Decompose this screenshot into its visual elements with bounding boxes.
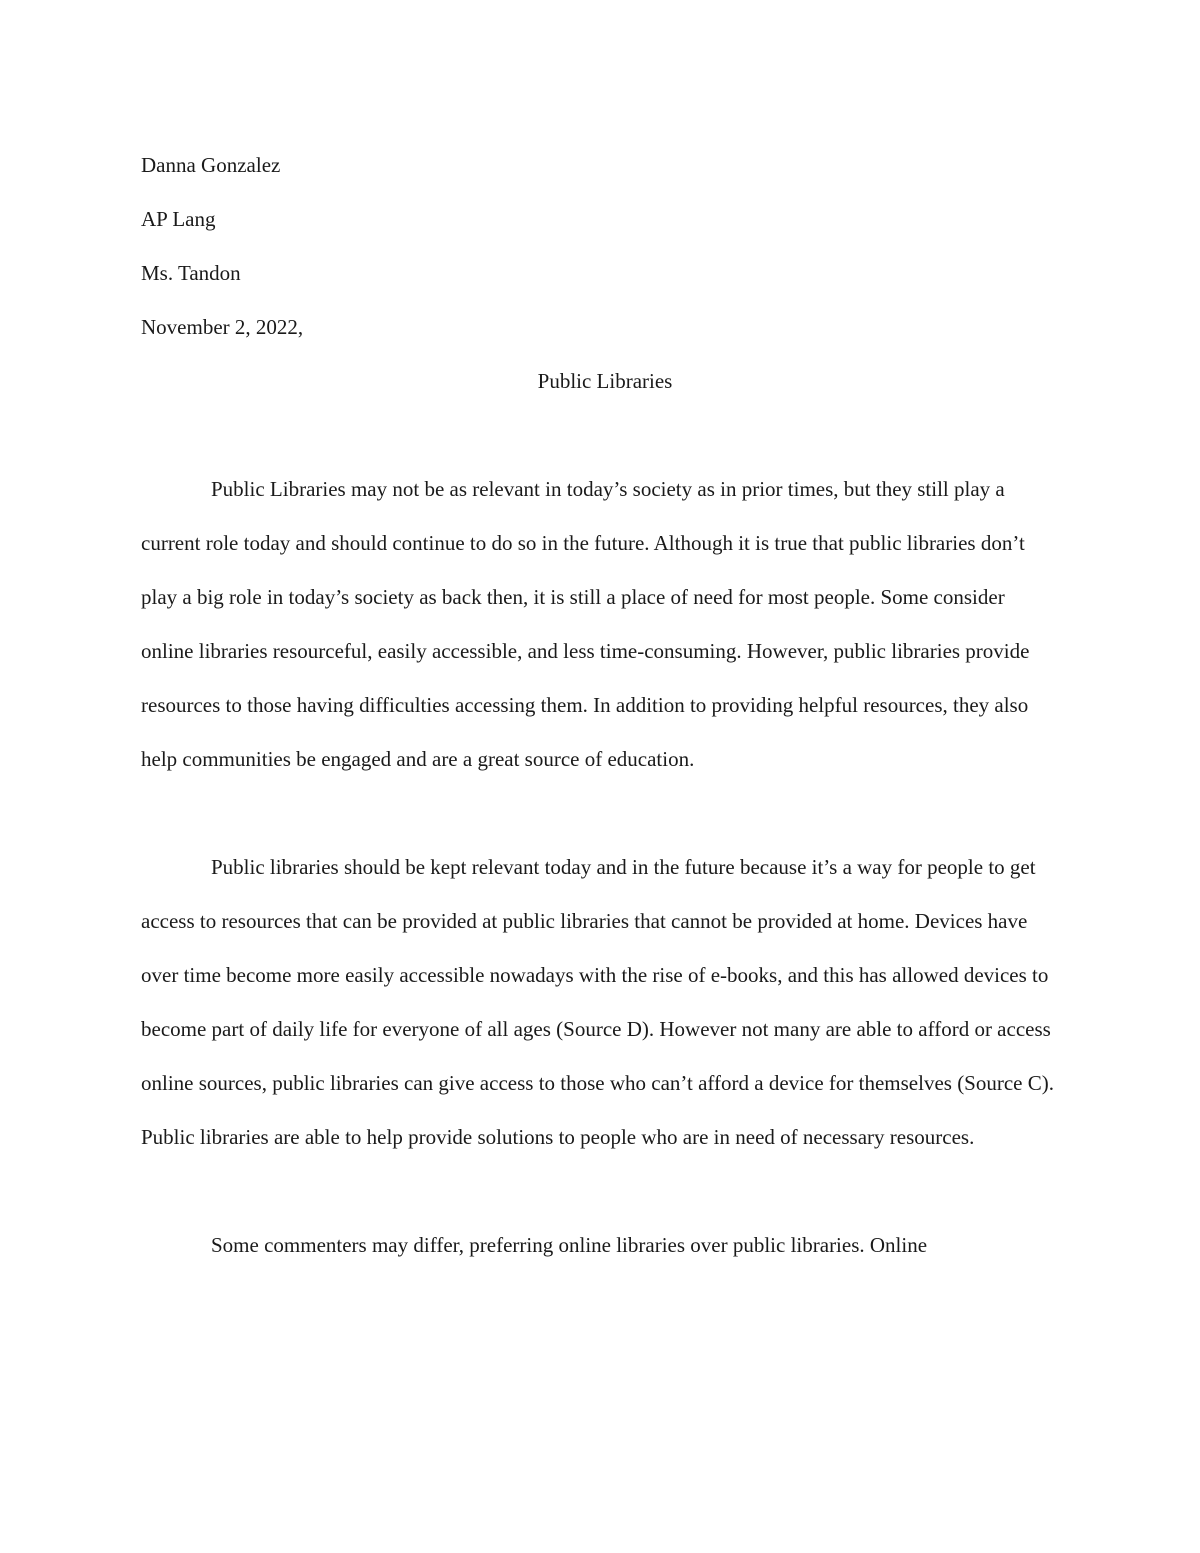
- paragraph-3: Some commenters may differ, preferring online libraries over public libraries. Online: [211, 1233, 928, 1257]
- document-date: November 2, 2022,: [141, 315, 304, 339]
- paragraph-spacing: [141, 1164, 1061, 1218]
- paragraph-1: Public Libraries may not be as relevant in today’s society as in prior times, but they still play a current role today and should continue to do so in the future. Although it is true that public libraries don’t play a big role in today’s society as back then, it is still a place of need for most people. Some consider online libraries resourceful, easily accessible, and less time-consuming. However, public libraries provide resources to those having difficulties accessing them. In addition to providing helpful resources, they also help communities be engaged and are a great source of education.: [141, 477, 1030, 771]
- document-title: Public Libraries: [537, 369, 673, 393]
- author-name: Danna Gonzalez: [141, 153, 281, 177]
- paragraph-spacing: [141, 786, 1061, 840]
- document-body: [141, 138, 1061, 1272]
- course-name: AP Lang: [141, 207, 216, 231]
- teacher-name: Ms. Tandon: [141, 261, 241, 285]
- paragraph-2: Public libraries should be kept relevant today and in the future because it’s a way for people to get access to resources that can be provided at public libraries that cannot be provided at home. Devices have over time become more easily accessible nowadays with the rise of e-books, and this has allowed devices to become part of daily life for everyone of all ages (Source D). However not many are able to afford or access online sources, public libraries can give access to those who can’t afford a device for themselves (Source C). Public libraries are able to help provide solutions to people who are in need of necessary resources.: [141, 855, 1054, 1149]
- title-spacing: [141, 408, 1061, 462]
